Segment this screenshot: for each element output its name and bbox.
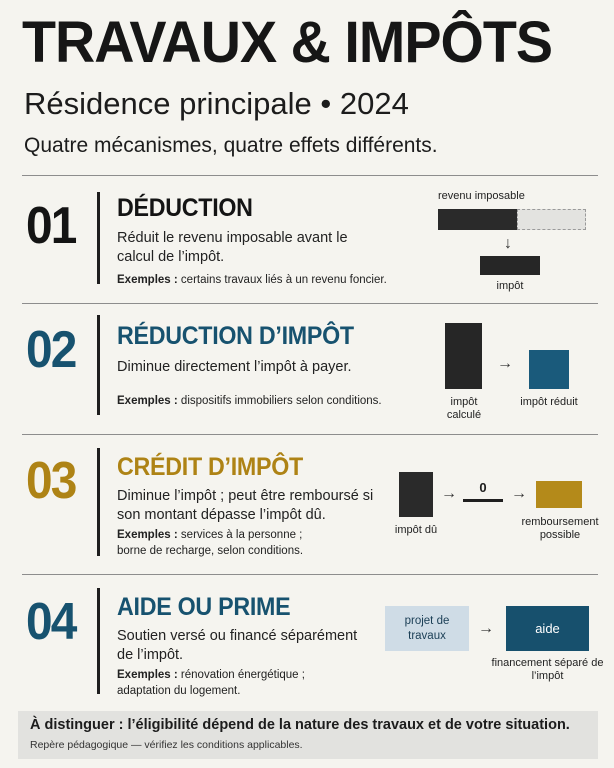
diagram-box-impot-reduit: [529, 350, 569, 389]
section-description: Réduit le revenu imposable avant le calcul de l’impôt.: [117, 230, 348, 265]
page-tagline: Quatre mécanismes, quatre effets différents.: [24, 134, 438, 157]
examples-label: Exemples :: [117, 669, 178, 681]
right-arrow-icon: →: [497, 355, 513, 372]
diagram-label-impot: impôt: [496, 280, 524, 292]
examples-label: Exemples :: [117, 395, 178, 407]
page-subtitle: Résidence principale • 2024: [24, 86, 409, 121]
diagram-box-impot-calcule: [445, 323, 482, 389]
section-description: Soutien versé ou financé séparément de l’impôt.: [117, 628, 358, 663]
section-vertical-bar: [97, 588, 100, 694]
section-number-02: 02: [26, 321, 76, 379]
diagram-bar-filled: [438, 209, 517, 230]
diagram-label-impot-calcule: impôt calculé: [446, 396, 482, 421]
divider: [22, 574, 598, 575]
section-vertical-bar: [97, 315, 100, 415]
section-description: Diminue directement l’impôt à payer.: [117, 359, 352, 375]
diagram-zero-line: [463, 499, 503, 502]
right-arrow-icon: →: [478, 620, 494, 637]
down-arrow-icon: ↓: [504, 235, 512, 252]
page-title: TRAVAUX & IMPÔTS: [22, 10, 553, 75]
divider: [22, 175, 598, 176]
examples-label: Exemples :: [117, 274, 178, 286]
footer-note: À distinguer : l’éligibilité dépend de la nature des travaux et de votre situation.: [30, 717, 570, 733]
diagram-bar-reduced: [517, 209, 586, 230]
section-number-04: 04: [26, 593, 76, 651]
diagram-box-projet-label: projet de travaux: [404, 614, 450, 642]
section-examples: [117, 272, 407, 288]
section-vertical-bar: [97, 448, 100, 556]
examples-text: services à la personne ; borne de recharge, selon conditions.: [117, 529, 304, 557]
diagram-label-impot-du: impôt dû: [394, 524, 438, 536]
diagram-label-impot-reduit: impôt réduit: [520, 396, 578, 408]
section-vertical-bar: [97, 192, 100, 284]
diagram-box-aide-label: aide: [535, 621, 560, 636]
examples-text: rénovation énergétique ; adaptation du logement.: [117, 669, 305, 697]
section-title-credit: CRÉDIT D’IMPÔT: [117, 453, 303, 481]
diagram-label-revenu: revenu imposable: [438, 190, 525, 202]
section-examples: [117, 393, 407, 409]
section-description: Diminue l’impôt ; peut être remboursé si son montant dépasse l’impôt dû.: [117, 488, 374, 523]
section-number-03: 03: [26, 452, 76, 510]
diagram-label-financement: financement séparé de l’impôt: [491, 657, 604, 682]
section-examples: [117, 527, 332, 559]
divider: [22, 303, 598, 304]
diagram-box-projet: [385, 606, 469, 651]
section-title-reduction: RÉDUCTION D’IMPÔT: [117, 322, 354, 350]
diagram-label-remboursement: remboursement possible: [521, 516, 599, 541]
examples-text: dispositifs immobiliers selon conditions.: [177, 395, 382, 407]
section-examples: [117, 667, 332, 699]
right-arrow-icon: →: [511, 485, 527, 502]
diagram-box-remboursement: [536, 481, 582, 508]
examples-label: Exemples :: [117, 529, 178, 541]
diagram-box-aide: [506, 606, 589, 651]
diagram-bar-impot: [480, 256, 540, 275]
section-number-01: 01: [26, 197, 76, 255]
divider: [22, 434, 598, 435]
diagram-zero: 0: [479, 480, 487, 495]
section-title-aide: AIDE OU PRIME: [117, 593, 291, 621]
diagram-box-impot-du: [399, 472, 433, 517]
footer-disclaimer: Repère pédagogique — vérifiez les conditions applicables.: [30, 739, 303, 751]
examples-text: certains travaux liés à un revenu foncier.: [177, 274, 387, 286]
section-title-deduction: DÉDUCTION: [117, 194, 253, 222]
right-arrow-icon: →: [441, 485, 457, 502]
